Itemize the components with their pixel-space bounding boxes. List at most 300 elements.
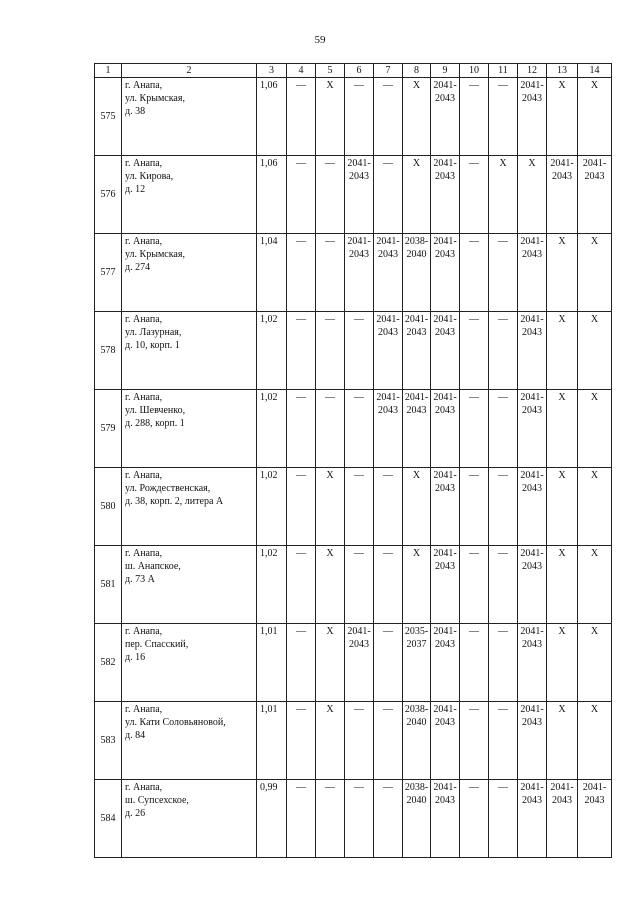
address-line: д. 26 [125, 808, 146, 819]
cell-text: — [469, 626, 479, 637]
cell-text: — [383, 626, 393, 637]
address-line: г. Анапа, [125, 236, 163, 247]
cell-text: 2038- [404, 236, 429, 247]
cell-text: — [296, 236, 306, 247]
schedule-cell-col-14 [578, 156, 612, 234]
table-row [95, 468, 612, 546]
schedule-cell-col-6 [345, 780, 374, 858]
page-number: 59 [314, 34, 326, 46]
value-cell: 1,02 [257, 312, 287, 390]
cell-text: — [469, 782, 479, 793]
schedule-cell-col-13 [547, 780, 578, 858]
cell-text: — [383, 158, 393, 169]
cell-text: — [325, 236, 335, 247]
schedule-cell-col-4 [287, 78, 316, 156]
schedule-cell-col-13 [547, 546, 578, 624]
schedule-cell-col-5 [316, 312, 345, 390]
cell-text: — [383, 704, 393, 715]
cell-text: — [296, 782, 306, 793]
cell-text: X [558, 314, 566, 325]
address-line: д. 84 [125, 730, 146, 741]
schedule-cell-col-9 [431, 546, 460, 624]
cell-text: 2041- [376, 392, 400, 403]
cell-text: X [326, 470, 334, 481]
address-line: г. Анапа, [125, 80, 163, 91]
schedule-cell-col-8 [403, 234, 431, 312]
cell-text: 2043 [435, 795, 455, 806]
cell-text: 2041- [347, 158, 371, 169]
cell-text: 2041- [582, 782, 607, 793]
schedule-cell-col-8 [403, 624, 431, 702]
cell-text: X [326, 704, 334, 715]
schedule-cell-col-12 [518, 78, 547, 156]
schedule-table [94, 63, 612, 858]
table-row [95, 390, 612, 468]
cell-text: X [558, 80, 566, 91]
schedule-cell-col-10 [460, 234, 489, 312]
cell-text: — [469, 470, 479, 481]
cell-text: 2043 [435, 717, 455, 728]
column-header-7: 7 [374, 64, 403, 78]
column-header-12: 12 [518, 64, 547, 78]
cell-text: — [325, 782, 335, 793]
cell-text: 2043 [522, 249, 542, 260]
schedule-cell-col-5 [316, 156, 345, 234]
schedule-cell-col-5 [316, 78, 345, 156]
address-line: ул. Кирова, [125, 171, 174, 182]
cell-text: X [590, 314, 599, 325]
schedule-cell-col-4 [287, 312, 316, 390]
schedule-cell-col-12 [518, 234, 547, 312]
value-cell: 1,02 [257, 546, 287, 624]
cell-text: — [354, 548, 364, 559]
schedule-cell-col-11 [489, 234, 518, 312]
table-row [95, 546, 612, 624]
schedule-cell-col-13 [547, 702, 578, 780]
cell-text: — [498, 236, 508, 247]
cell-text: 2043 [522, 327, 542, 338]
schedule-cell-col-7 [374, 468, 403, 546]
address-cell [122, 156, 257, 234]
schedule-cell-col-10 [460, 312, 489, 390]
cell-text: — [498, 392, 508, 403]
column-header-10: 10 [460, 64, 489, 78]
schedule-cell-col-4 [287, 780, 316, 858]
row-number: 576 [95, 156, 122, 234]
address-cell [122, 780, 257, 858]
schedule-cell-col-11 [489, 390, 518, 468]
schedule-cell-col-7 [374, 312, 403, 390]
schedule-cell-col-14 [578, 390, 612, 468]
cell-text: — [296, 626, 306, 637]
cell-text: 2043 [522, 795, 542, 806]
address-line: г. Анапа, [125, 626, 163, 637]
cell-text: — [469, 314, 479, 325]
cell-text: 2043 [522, 93, 542, 104]
cell-text: — [498, 782, 508, 793]
cell-text: 2043 [522, 717, 542, 728]
cell-text: 2041- [520, 548, 544, 559]
cell-text: 2037 [406, 639, 427, 650]
address-line: д. 16 [125, 652, 146, 663]
cell-text: 2038- [404, 704, 429, 715]
cell-text: — [383, 548, 393, 559]
cell-text: X [590, 626, 599, 637]
cell-text: — [325, 158, 335, 169]
schedule-cell-col-5 [316, 468, 345, 546]
cell-text: — [469, 548, 479, 559]
row-number: 579 [95, 390, 122, 468]
schedule-cell-col-9 [431, 234, 460, 312]
cell-text: 2043 [435, 93, 455, 104]
schedule-cell-col-11 [489, 624, 518, 702]
schedule-cell-col-9 [431, 78, 460, 156]
cell-text: — [354, 392, 364, 403]
cell-text: X [412, 80, 421, 91]
address-line: г. Анапа, [125, 470, 163, 481]
cell-text: X [590, 236, 599, 247]
column-header-1: 1 [95, 64, 122, 78]
cell-text: X [499, 158, 507, 169]
column-header-14: 14 [578, 64, 612, 78]
schedule-cell-col-11 [489, 780, 518, 858]
cell-text: 2043 [406, 405, 427, 416]
cell-text: 2041- [433, 470, 457, 481]
cell-text: 2043 [349, 171, 369, 182]
address-line: г. Анапа, [125, 782, 163, 793]
schedule-cell-col-4 [287, 234, 316, 312]
schedule-cell-col-10 [460, 78, 489, 156]
cell-text: 2041- [520, 782, 544, 793]
cell-text: — [296, 158, 306, 169]
cell-text: 2043 [378, 249, 398, 260]
address-line: ул. Крымская, [125, 249, 185, 260]
schedule-cell-col-10 [460, 546, 489, 624]
address-line: д. 38 [125, 106, 146, 117]
schedule-cell-col-4 [287, 390, 316, 468]
schedule-cell-col-7 [374, 702, 403, 780]
cell-text: 2041- [520, 236, 544, 247]
cell-text: — [354, 782, 364, 793]
table-row [95, 234, 612, 312]
row-number: 580 [95, 468, 122, 546]
schedule-cell-col-4 [287, 624, 316, 702]
cell-text: 2041- [404, 314, 429, 325]
header-row [95, 64, 612, 78]
cell-text: — [383, 782, 393, 793]
schedule-cell-col-8 [403, 390, 431, 468]
column-header-5: 5 [316, 64, 345, 78]
cell-text: — [498, 80, 508, 91]
schedule-cell-col-8 [403, 780, 431, 858]
schedule-cell-col-11 [489, 702, 518, 780]
cell-text: 2041- [376, 236, 400, 247]
schedule-cell-col-7 [374, 156, 403, 234]
cell-text: 2043 [435, 249, 455, 260]
cell-text: — [354, 80, 364, 91]
table-row [95, 780, 612, 858]
column-header-4: 4 [287, 64, 316, 78]
schedule-cell-col-14 [578, 624, 612, 702]
table-row [95, 156, 612, 234]
schedule-cell-col-14 [578, 546, 612, 624]
cell-text: 2041- [520, 392, 544, 403]
cell-text: 2043 [435, 327, 455, 338]
schedule-cell-col-10 [460, 624, 489, 702]
schedule-cell-col-12 [518, 468, 547, 546]
cell-text: 2043 [435, 561, 455, 572]
address-line: ш. Анапское, [125, 561, 181, 572]
schedule-cell-col-6 [345, 546, 374, 624]
address-line: г. Анапа, [125, 704, 163, 715]
schedule-cell-col-8 [403, 78, 431, 156]
cell-text: X [326, 548, 334, 559]
cell-text: 2043 [522, 639, 542, 650]
cell-text: 2041- [520, 314, 544, 325]
schedule-cell-col-14 [578, 780, 612, 858]
schedule-cell-col-9 [431, 624, 460, 702]
cell-text: 2041- [433, 80, 457, 91]
table-row [95, 312, 612, 390]
cell-text: X [412, 470, 421, 481]
address-cell [122, 234, 257, 312]
cell-text: X [558, 392, 566, 403]
table-row [95, 78, 612, 156]
row-number: 583 [95, 702, 122, 780]
value-cell: 1,04 [257, 234, 287, 312]
schedule-cell-col-13 [547, 468, 578, 546]
address-cell [122, 312, 257, 390]
schedule-cell-col-5 [316, 234, 345, 312]
row-number: 581 [95, 546, 122, 624]
schedule-cell-col-6 [345, 234, 374, 312]
schedule-cell-col-12 [518, 702, 547, 780]
cell-text: — [325, 392, 335, 403]
cell-text: X [590, 392, 599, 403]
cell-text: 2041- [582, 158, 607, 169]
schedule-cell-col-9 [431, 468, 460, 546]
cell-text: 2041- [433, 236, 457, 247]
schedule-cell-col-5 [316, 780, 345, 858]
cell-text: X [326, 80, 334, 91]
cell-text: 2041- [404, 392, 429, 403]
cell-text: 2043 [378, 405, 398, 416]
cell-text: 2041- [520, 470, 544, 481]
schedule-cell-col-9 [431, 390, 460, 468]
schedule-cell-col-11 [489, 468, 518, 546]
cell-text: — [498, 626, 508, 637]
cell-text: 2043 [349, 249, 369, 260]
address-line: ул. Кати Соловьяновой, [125, 717, 226, 728]
cell-text: X [590, 704, 599, 715]
value-cell: 0,99 [257, 780, 287, 858]
address-line: ул. Рождественская, [125, 483, 211, 494]
schedule-cell-col-10 [460, 780, 489, 858]
row-number: 578 [95, 312, 122, 390]
row-number: 584 [95, 780, 122, 858]
cell-text: — [469, 392, 479, 403]
cell-text: — [498, 470, 508, 481]
schedule-cell-col-6 [345, 702, 374, 780]
cell-text: X [558, 626, 566, 637]
value-cell: 1,06 [257, 156, 287, 234]
schedule-cell-col-6 [345, 624, 374, 702]
schedule-cell-col-10 [460, 156, 489, 234]
cell-text: 2040 [406, 249, 427, 260]
address-cell [122, 78, 257, 156]
schedule-cell-col-7 [374, 390, 403, 468]
schedule-cell-col-9 [431, 156, 460, 234]
table-header [95, 64, 612, 78]
cell-text: 2041- [520, 626, 544, 637]
schedule-cell-col-7 [374, 624, 403, 702]
schedule-cell-col-13 [547, 156, 578, 234]
schedule-cell-col-8 [403, 702, 431, 780]
row-number: 577 [95, 234, 122, 312]
address-line: д. 274 [125, 262, 151, 273]
cell-text: 2043 [584, 795, 605, 806]
cell-text: 2043 [552, 795, 572, 806]
address-cell [122, 624, 257, 702]
schedule-cell-col-13 [547, 78, 578, 156]
schedule-cell-col-9 [431, 780, 460, 858]
cell-text: 2041- [550, 782, 574, 793]
cell-text: X [326, 626, 334, 637]
schedule-cell-col-11 [489, 546, 518, 624]
row-number: 582 [95, 624, 122, 702]
schedule-cell-col-7 [374, 780, 403, 858]
table-body [95, 78, 612, 858]
cell-text: — [498, 314, 508, 325]
cell-text: X [558, 548, 566, 559]
cell-text: 2043 [522, 483, 542, 494]
cell-text: — [354, 470, 364, 481]
value-cell: 1,02 [257, 390, 287, 468]
schedule-cell-col-4 [287, 702, 316, 780]
column-header-11: 11 [489, 64, 518, 78]
cell-text: 2043 [584, 171, 605, 182]
cell-text: 2041- [433, 548, 457, 559]
address-line: г. Анапа, [125, 158, 163, 169]
address-line: д. 288, корп. 1 [125, 418, 185, 429]
cell-text: 2041- [550, 158, 574, 169]
schedule-cell-col-4 [287, 156, 316, 234]
schedule-cell-col-12 [518, 312, 547, 390]
cell-text: X [528, 158, 536, 169]
value-cell: 1,06 [257, 78, 287, 156]
schedule-cell-col-9 [431, 312, 460, 390]
cell-text: 2041- [433, 626, 457, 637]
cell-text: — [498, 548, 508, 559]
schedule-cell-col-10 [460, 702, 489, 780]
cell-text: 2041- [433, 392, 457, 403]
schedule-cell-col-12 [518, 390, 547, 468]
address-line: г. Анапа, [125, 548, 163, 559]
cell-text: 2043 [435, 405, 455, 416]
schedule-cell-col-12 [518, 780, 547, 858]
cell-text: 2043 [435, 639, 455, 650]
cell-text: 2043 [435, 483, 455, 494]
schedule-cell-col-12 [518, 156, 547, 234]
cell-text: — [325, 314, 335, 325]
schedule-cell-col-5 [316, 624, 345, 702]
cell-text: X [590, 470, 599, 481]
cell-text: — [296, 548, 306, 559]
address-line: ул. Шевченко, [125, 405, 186, 416]
cell-text: X [412, 548, 421, 559]
cell-text: — [469, 236, 479, 247]
address-line: ш. Супсехское, [125, 795, 189, 806]
address-cell [122, 468, 257, 546]
schedule-cell-col-14 [578, 312, 612, 390]
cell-text: X [558, 236, 566, 247]
table-row [95, 624, 612, 702]
cell-text: 2043 [378, 327, 398, 338]
address-line: д. 38, корп. 2, литера А [125, 496, 224, 507]
column-header-2: 2 [122, 64, 257, 78]
cell-text: 2043 [435, 171, 455, 182]
cell-text: 2041- [433, 782, 457, 793]
schedule-cell-col-8 [403, 156, 431, 234]
schedule-cell-col-5 [316, 546, 345, 624]
schedule-cell-col-8 [403, 468, 431, 546]
address-cell [122, 546, 257, 624]
cell-text: — [296, 80, 306, 91]
cell-text: — [296, 470, 306, 481]
cell-text: — [498, 704, 508, 715]
column-header-3: 3 [257, 64, 287, 78]
cell-text: 2040 [406, 795, 427, 806]
cell-text: 2038- [404, 782, 429, 793]
cell-text: 2041- [347, 236, 371, 247]
address-line: д. 12 [125, 184, 146, 195]
schedule-cell-col-7 [374, 78, 403, 156]
schedule-cell-col-7 [374, 546, 403, 624]
schedule-cell-col-14 [578, 468, 612, 546]
address-line: ул. Лазурная, [125, 327, 182, 338]
schedule-cell-col-11 [489, 78, 518, 156]
cell-text: — [469, 158, 479, 169]
schedule-cell-col-6 [345, 468, 374, 546]
schedule-cell-col-5 [316, 390, 345, 468]
schedule-cell-col-7 [374, 234, 403, 312]
address-line: пер. Спасский, [125, 639, 189, 650]
schedule-cell-col-4 [287, 468, 316, 546]
address-line: д. 10, корп. 1 [125, 340, 180, 351]
cell-text: X [412, 158, 421, 169]
schedule-cell-col-10 [460, 390, 489, 468]
column-header-6: 6 [345, 64, 374, 78]
schedule-cell-col-12 [518, 624, 547, 702]
address-line: ул. Крымская, [125, 93, 185, 104]
cell-text: 2041- [347, 626, 371, 637]
cell-text: 2041- [433, 314, 457, 325]
address-line: д. 73 А [125, 574, 155, 585]
column-header-13: 13 [547, 64, 578, 78]
schedule-cell-col-13 [547, 234, 578, 312]
schedule-cell-col-6 [345, 390, 374, 468]
cell-text: 2041- [376, 314, 400, 325]
cell-text: — [469, 704, 479, 715]
column-header-8: 8 [403, 64, 431, 78]
cell-text: 2035- [404, 626, 429, 637]
cell-text: 2043 [552, 171, 572, 182]
schedule-cell-col-13 [547, 624, 578, 702]
cell-text: 2041- [520, 80, 544, 91]
schedule-cell-col-14 [578, 702, 612, 780]
schedule-cell-col-4 [287, 546, 316, 624]
schedule-cell-col-8 [403, 546, 431, 624]
